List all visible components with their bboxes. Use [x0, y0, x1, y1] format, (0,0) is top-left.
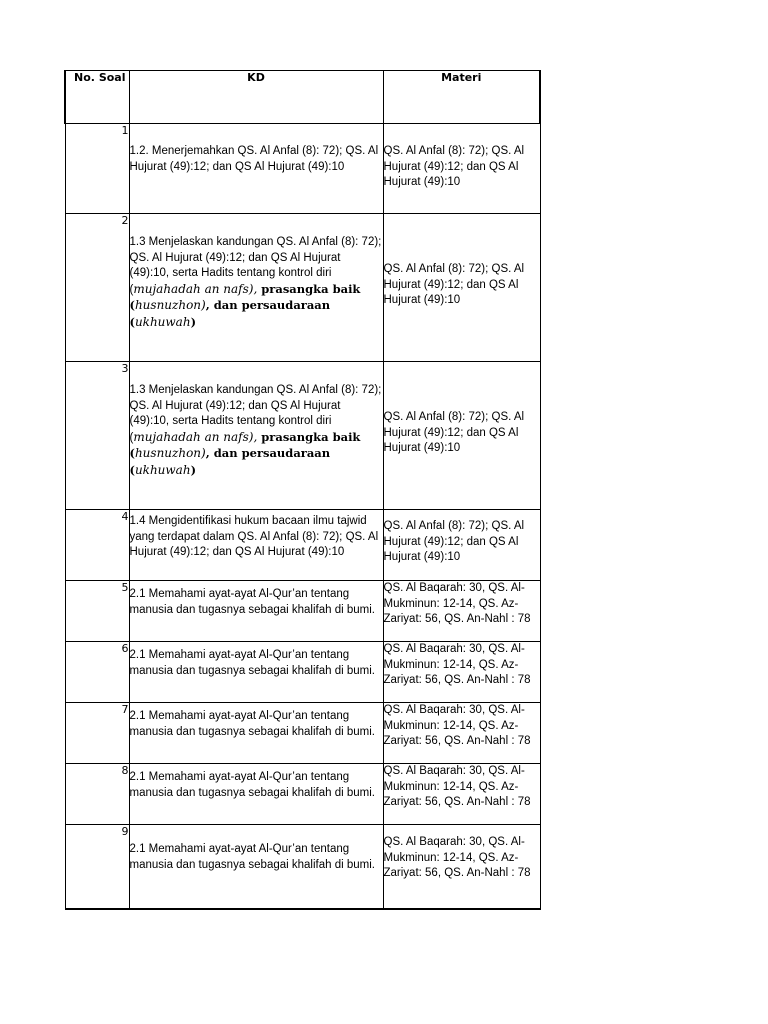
kd-cell: 2.1 Memahami ayat-ayat Al-Qur’an tentang manusia dan tugasnya sebagai khalifah di bumi.: [129, 703, 383, 764]
kd-term-husnuzhon: husnuzhon): [134, 446, 206, 461]
table-row: [65, 581, 540, 642]
kd-text: 1.3 Menjelaskan kandungan QS. Al Anfal (8): 72); QS. Al Hujurat (49):12; dan QS Al Hujurat (49):10, serta Hadits tentang kontrol diri (: [129, 236, 382, 296]
kd-text-persaudaraan: , dan persaudaraan: [205, 446, 331, 461]
row-number: 4: [65, 510, 129, 581]
kd-term-ukhuwah: ukhuwah: [134, 462, 191, 477]
table-row: [65, 764, 540, 825]
kd-cell: 2.1 Memahami ayat-ayat Al-Qur’an tentang manusia dan tugasnya sebagai khalifah di bumi.: [129, 581, 383, 642]
kd-text-prasangka: prasangka baik: [257, 429, 361, 444]
header-kd: KD: [129, 71, 383, 124]
table-row: [65, 642, 540, 703]
materi-cell: QS. Al Baqarah: 30, QS. Al-Mukminun: 12-14, QS. Az-Zariyat: 56, QS. An-Nahl : 78: [383, 703, 540, 764]
kd-paren: (: [129, 462, 135, 477]
kd-term-mujahadah: mujahadah an nafs),: [133, 429, 258, 444]
header-no-soal: No. Soal: [65, 71, 129, 124]
row-number: 6: [65, 642, 129, 703]
materi-cell: QS. Al Baqarah: 30, QS. Al-Mukminun: 12-14, QS. Az-Zariyat: 56, QS. An-Nahl : 78: [383, 825, 540, 909]
kd-term-husnuzhon: husnuzhon): [134, 298, 206, 313]
kd-cell: [129, 362, 383, 510]
header-materi: Materi: [383, 71, 540, 124]
kd-paren: (: [129, 298, 135, 313]
materi-cell: QS. Al Anfal (8): 72); QS. Al Hujurat (49):12; dan QS Al Hujurat (49):10: [383, 124, 540, 214]
kd-cell: 1.4 Mengidentifikasi hukum bacaan ilmu tajwid yang terdapat dalam QS. Al Anfal (8): 72); QS. Al Hujurat (49):12; dan QS Al Hujurat (49):10: [129, 510, 383, 581]
row-number: 7: [65, 703, 129, 764]
table-row: [65, 703, 540, 764]
kd-cell: 1.2. Menerjemahkan QS. Al Anfal (8): 72); QS. Al Hujurat (49):12; dan QS Al Hujurat (49):10: [129, 124, 383, 214]
row-number: 2: [65, 214, 129, 362]
kd-paren: ): [190, 314, 197, 329]
soal-table: [64, 70, 541, 910]
row-number: 1: [65, 124, 129, 214]
materi-cell: QS. Al Anfal (8): 72); QS. Al Hujurat (49):12; dan QS Al Hujurat (49):10: [383, 214, 540, 362]
materi-cell: QS. Al Baqarah: 30, QS. Al-Mukminun: 12-14, QS. Az-Zariyat: 56, QS. An-Nahl : 78: [383, 642, 540, 703]
materi-cell: QS. Al Baqarah: 30, QS. Al-Mukminun: 12-14, QS. Az-Zariyat: 56, QS. An-Nahl : 78: [383, 764, 540, 825]
kd-text: 1.3 Menjelaskan kandungan QS. Al Anfal (8): 72); QS. Al Hujurat (49):12; dan QS Al Hujurat (49):10, serta Hadits tentang kontrol diri (: [129, 384, 382, 444]
materi-cell: QS. Al Anfal (8): 72); QS. Al Hujurat (49):12; dan QS Al Hujurat (49):10: [383, 510, 540, 581]
materi-cell: QS. Al Anfal (8): 72); QS. Al Hujurat (49):12; dan QS Al Hujurat (49):10: [383, 362, 540, 510]
row-number: 5: [65, 581, 129, 642]
kd-term-ukhuwah: ukhuwah: [134, 314, 191, 329]
kd-cell: 2.1 Memahami ayat-ayat Al-Qur’an tentang manusia dan tugasnya sebagai khalifah di bumi.: [129, 825, 383, 909]
kd-paren: (: [129, 446, 135, 461]
kd-paren: (: [129, 314, 135, 329]
kd-cell: 2.1 Memahami ayat-ayat Al-Qur’an tentang manusia dan tugasnya sebagai khalifah di bumi.: [129, 642, 383, 703]
kd-text-persaudaraan: , dan persaudaraan: [205, 298, 331, 313]
table-row: [65, 362, 540, 510]
row-number: 9: [65, 825, 129, 909]
row-number: 3: [65, 362, 129, 510]
table-row: [65, 214, 540, 362]
table-row: [65, 825, 540, 909]
kd-term-mujahadah: mujahadah an nafs),: [133, 281, 258, 296]
table-row: [65, 124, 540, 214]
kd-paren: ): [190, 462, 197, 477]
table-row: [65, 510, 540, 581]
header-row: [65, 71, 540, 124]
kd-cell: 2.1 Memahami ayat-ayat Al-Qur’an tentang manusia dan tugasnya sebagai khalifah di bumi.: [129, 764, 383, 825]
kd-cell: [129, 214, 383, 362]
kd-text-prasangka: prasangka baik: [257, 281, 361, 296]
materi-cell: QS. Al Baqarah: 30, QS. Al-Mukminun: 12-14, QS. Az-Zariyat: 56, QS. An-Nahl : 78: [383, 581, 540, 642]
row-number: 8: [65, 764, 129, 825]
